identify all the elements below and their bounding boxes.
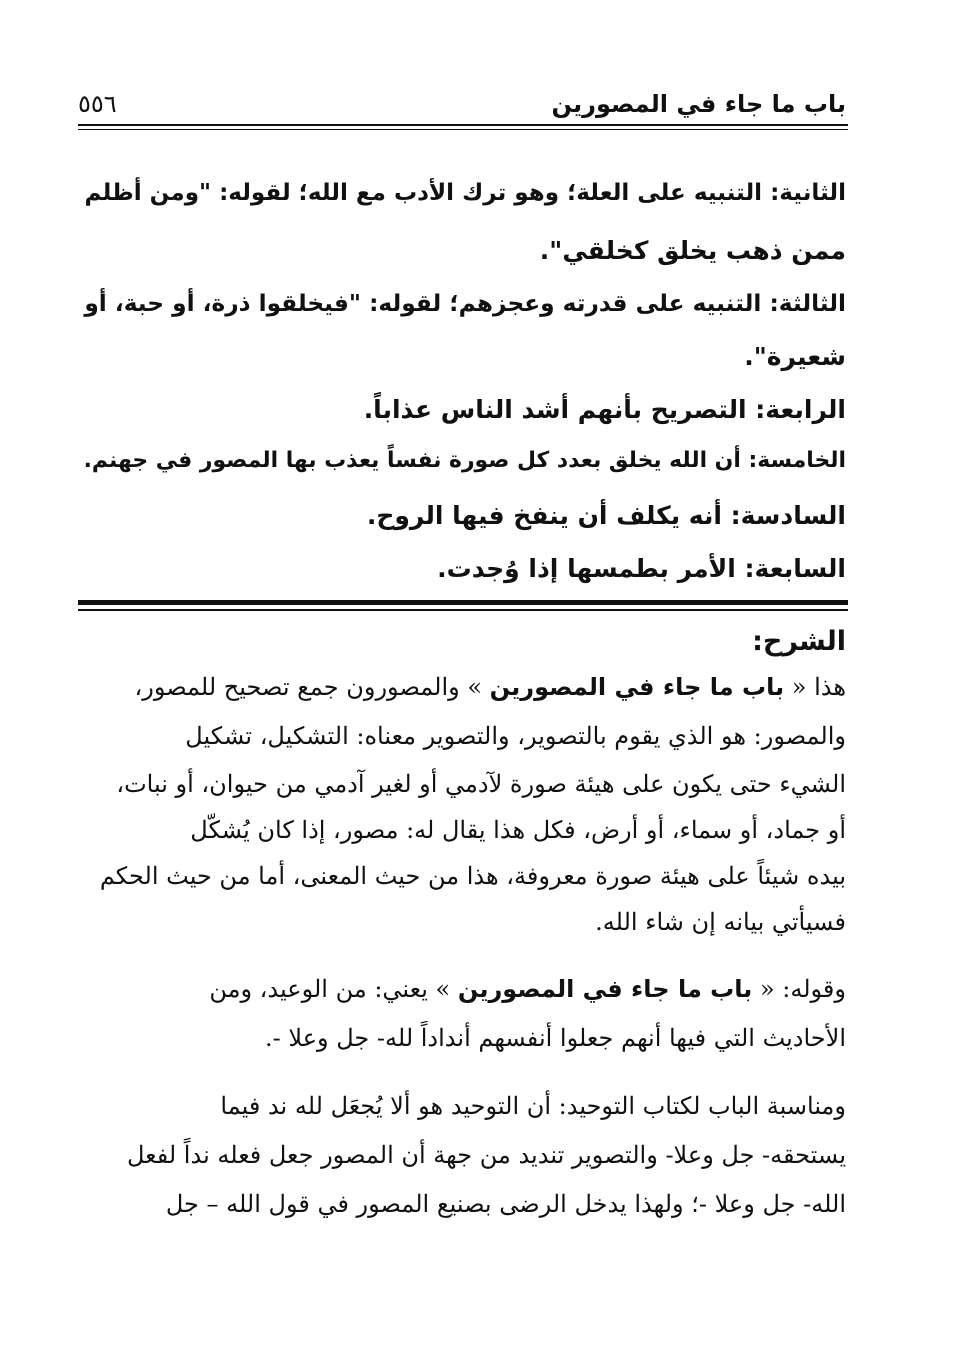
paragraph-line: وقوله: « باب ما جاء في المصورين » يعني: من الوعيد، ومن	[209, 975, 846, 1003]
paragraph-line: يستحقه- جل وعلا- والتصوير تنديد من جهة أن المصور جعل فعله نداً لفعل	[126, 1141, 846, 1169]
header-rule	[78, 124, 848, 126]
running-header-title: باب ما جاء في المصورين	[551, 90, 846, 118]
paragraph-line: الله- جل وعلا -؛ ولهذا يدخل الرضى بصنيع المصور في قول الله – جل	[165, 1190, 846, 1218]
paragraph-line: والمصور: هو الذي يقوم بالتصوير، والتصوير معناه: التشكيل، تشكيل	[185, 722, 846, 750]
issue-line: ممن ذهب يخلق كخلقي".	[539, 236, 846, 265]
paragraph-line: الشيء حتى يكون على هيئة صورة لآدمي أو لغير آدمي من حيوان، أو نبات،	[116, 770, 846, 798]
sharh-heading: الشرح:	[752, 626, 846, 657]
issue-line: الثانية: التنبيه على العلة؛ وهو ترك الأدب مع الله؛ لقوله: "ومن أظلم	[84, 180, 846, 206]
issue-line: السادسة: أنه يكلف أن ينفخ فيها الروح.	[366, 501, 846, 530]
issue-line: الثالثة: التنبيه على قدرته وعجزهم؛ لقوله: "فيخلقوا ذرة، أو حبة، أو	[84, 290, 846, 317]
paragraph-line: بيده شيئاً على هيئة صورة معروفة، هذا من حيث المعنى، أما من حيث الحكم	[99, 862, 846, 890]
paragraph-line: هذا « باب ما جاء في المصورين » والمصورون جمع تصحيح للمصور،	[134, 673, 846, 701]
issue-line: الخامسة: أن الله يخلق بعدد كل صورة نفساً يعذب بها المصور في جهنم.	[83, 448, 846, 473]
paragraph-line: فسيأتي بيانه إن شاء الله.	[595, 908, 846, 936]
section-divider	[78, 600, 848, 605]
header-rule-thin	[78, 129, 848, 130]
paragraph-line: الأحاديث التي فيها أنهم جعلوا أنفسهم أنداداً لله- جل وعلا -.	[265, 1024, 846, 1052]
section-divider-thin	[78, 609, 848, 611]
paragraph-line: ومناسبة الباب لكتاب التوحيد: أن التوحيد هو ألا يُجعَل لله ند فيما	[220, 1092, 846, 1120]
issue-line: شعيرة".	[744, 342, 846, 371]
issue-line: السابعة: الأمر بطمسها إذا وُجدت.	[437, 554, 846, 583]
page-number: ٥٥٦	[78, 90, 117, 118]
issue-line: الرابعة: التصريح بأنهم أشد الناس عذاباً.	[363, 395, 846, 424]
paragraph-line: أو جماد، أو سماء، أو أرض، فكل هذا يقال له: مصور، إذا كان يُشكّل	[190, 816, 846, 844]
